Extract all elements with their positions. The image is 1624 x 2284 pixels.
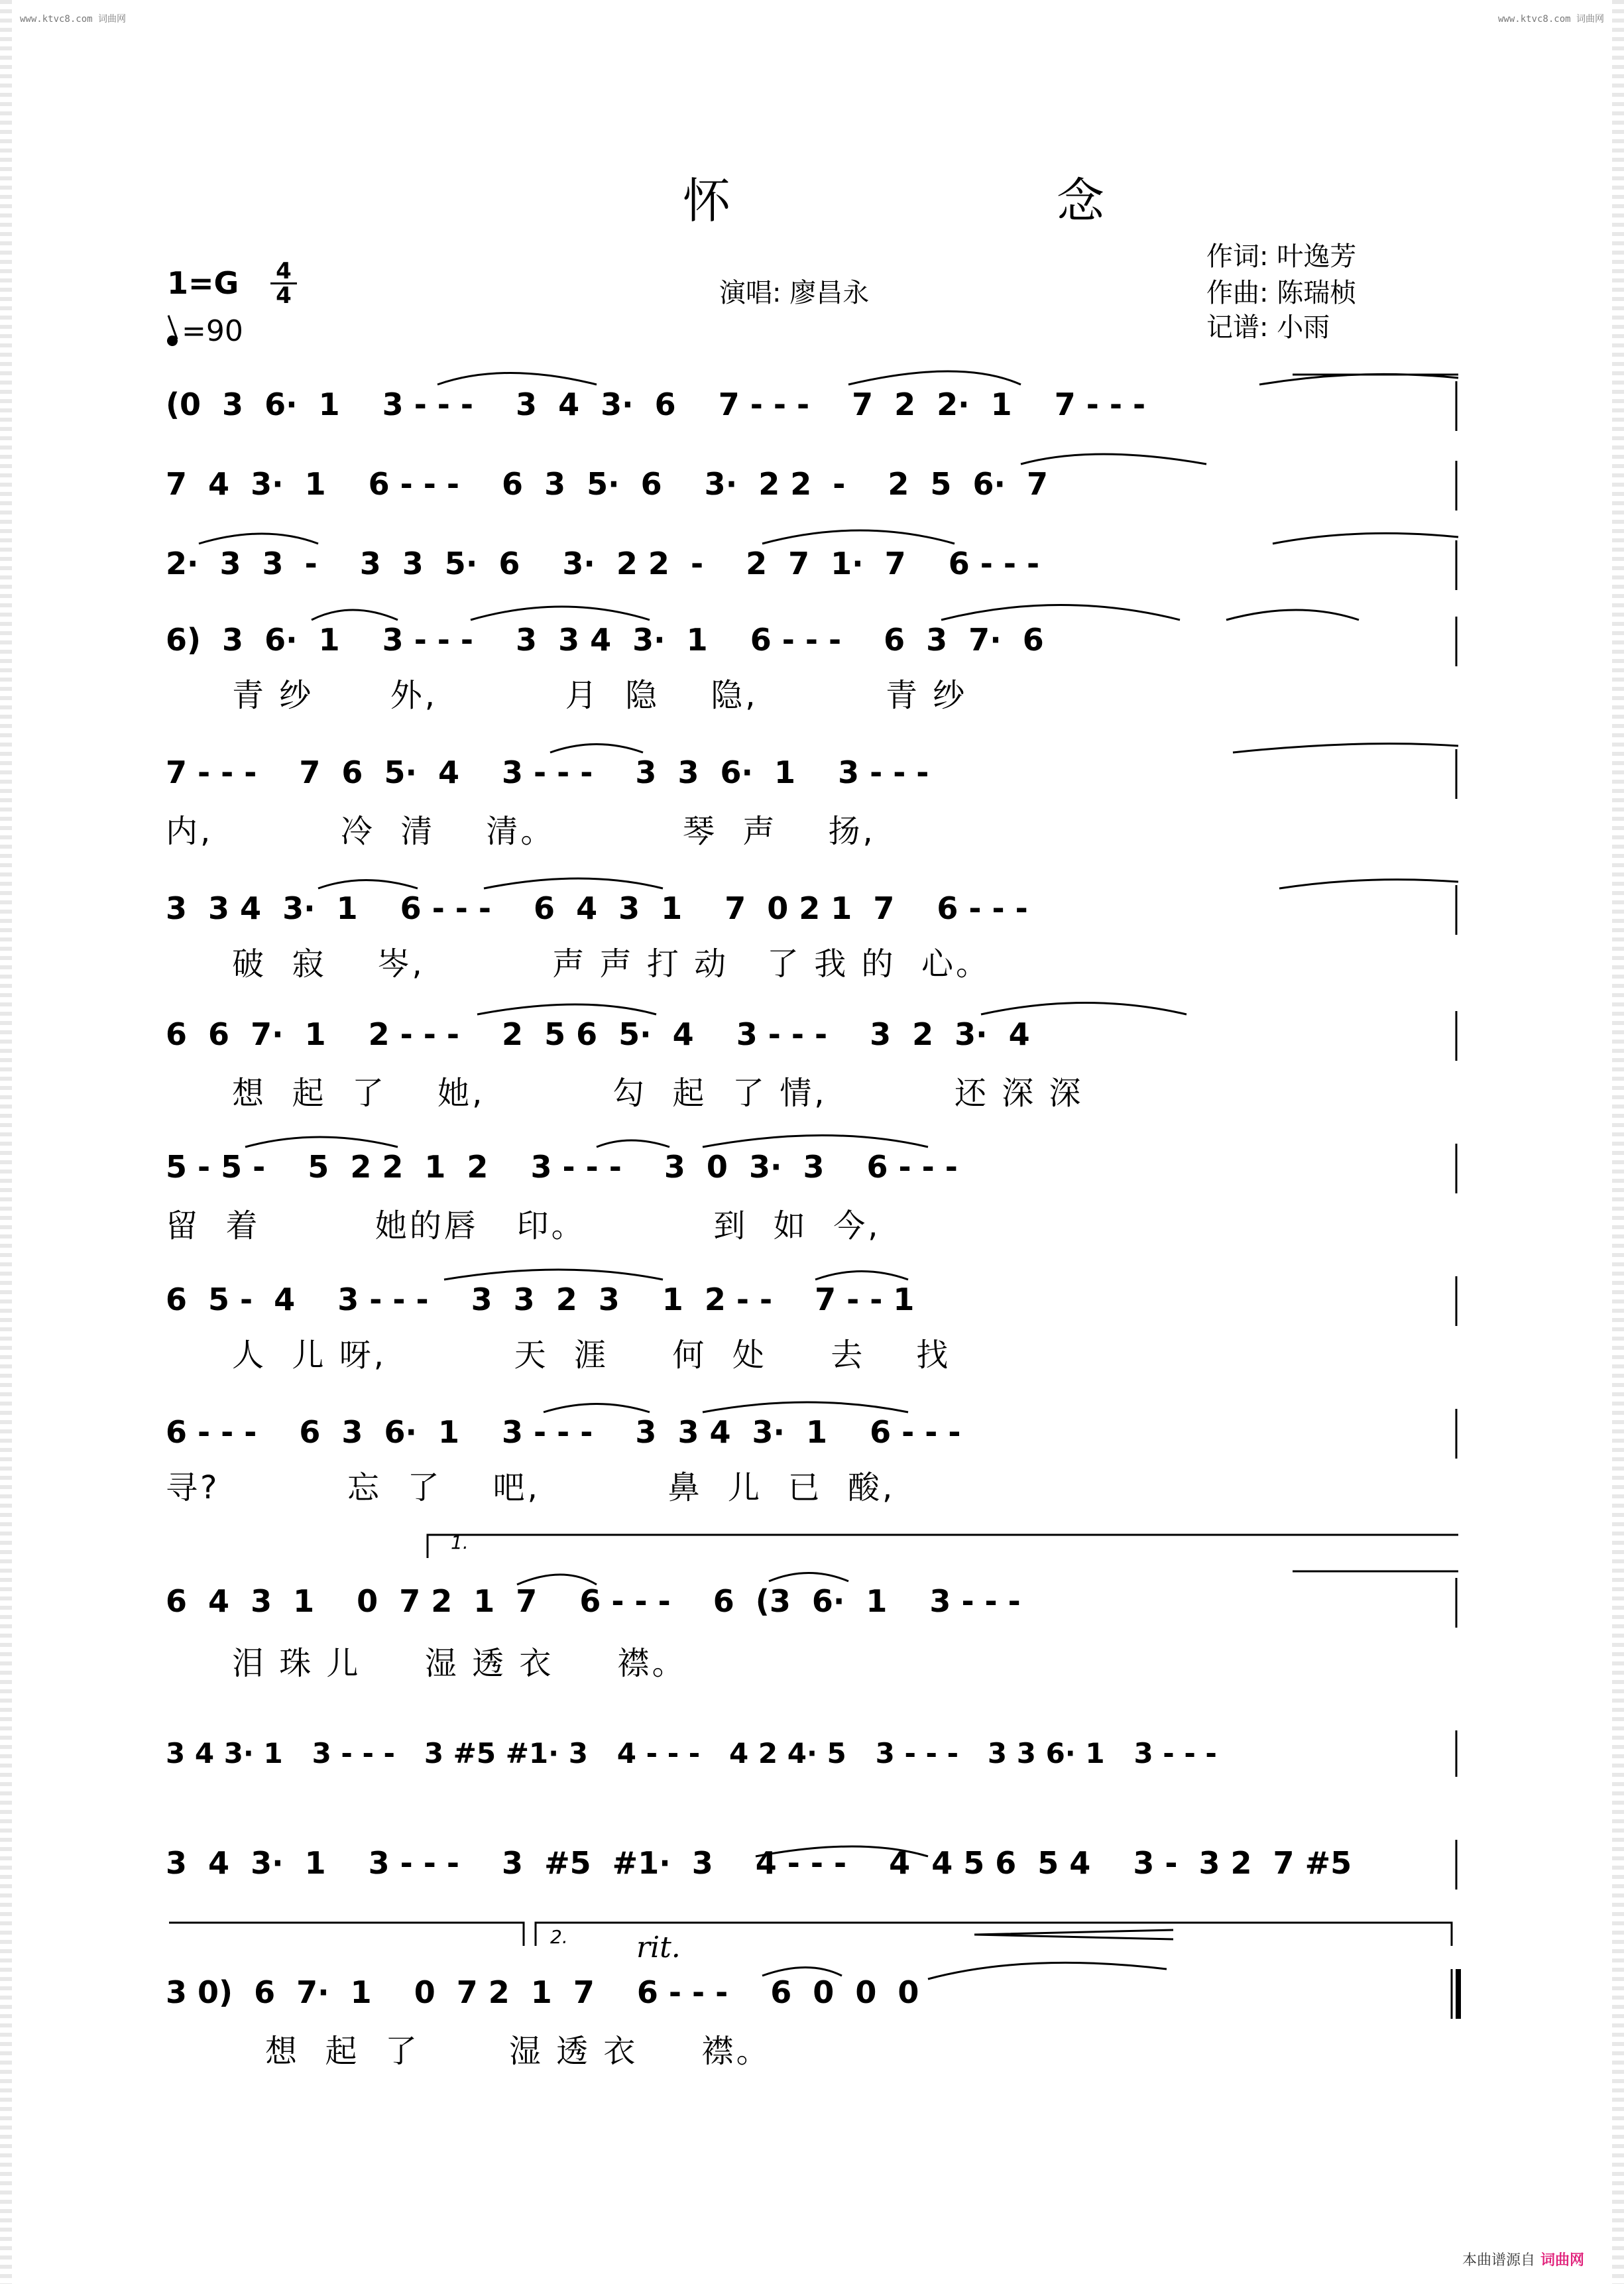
notation-row-7: 6 6 7· 1 2 - - - 2 5 6 5· 4 3 - - - 3 2 3· 4 [166, 1016, 1030, 1052]
notation-row-4: 6) 3 6· 1 3 - - - 3 3 4 3· 1 6 - - - 6 3 7· 6 [166, 622, 1044, 658]
notation-row-11: 6 4 3 1 0 7 2 1 7 6 - - - 6 (3 6· 1 3 - - - [166, 1583, 1021, 1619]
composer: 作曲: 陈瑞桢 [1206, 278, 1357, 308]
time-signature [270, 260, 297, 307]
tempo-marking [167, 314, 243, 348]
lyrics-row-10: 寻? 忘 了 吧, 鼻 儿 已 酸, [166, 1469, 896, 1506]
notation-row-9: 6 5 - 4 3 - - - 3 3 2 3 1 2 - - 7 - - 1 [166, 1282, 915, 1317]
time-signature-bottom: 4 [276, 282, 292, 309]
lyrics-row-9: 人 儿 呀, 天 涯 何 处 去 找 [232, 1337, 951, 1374]
notation-row-2: 7 4 3· 1 6 - - - 6 3 5· 6 3· 2 2 - 2 5 6· 7 [166, 466, 1048, 502]
watermark-top-right: www.ktvc8.com 词曲网 [1497, 14, 1604, 25]
singer: 演唱: 廖昌永 [719, 278, 870, 308]
quarter-note-icon [166, 334, 180, 348]
watermark-top-left: www.ktvc8.com 词曲网 [20, 14, 127, 25]
time-signature-top: 4 [270, 260, 297, 284]
footer-credit [1462, 2249, 1584, 2269]
key-signature: 1=G [167, 265, 239, 301]
notation-row-14: 3 0) 6 7· 1 0 7 2 1 7 6 - - - 6 0 0 0 [166, 1974, 919, 2010]
lyrics-row-8: 留 着 她的唇 印。 到 如 今, [166, 1207, 881, 1244]
left-border-pattern [0, 0, 12, 2284]
notation-row-5: 7 - - - 7 6 5· 4 3 - - - 3 3 6· 1 3 - - - [166, 754, 929, 790]
footer-source: 本曲谱源自 [1462, 2252, 1535, 2269]
notation-row-12: 3 4 3· 1 3 - - - 3 #5 #1· 3 4 - - - 4 2 4· 5 3 - - - 3 3 6· 1 3 - - - [166, 1737, 1217, 1770]
footer-brand[interactable]: 词曲网 [1540, 2252, 1584, 2269]
volta-1-label: 1. [451, 1532, 469, 1553]
lyrics-row-7: 想 起 了 她, 勾 起 了 情, 还 深 深 [232, 1075, 1084, 1112]
ritardando-marking: rit. [636, 1931, 681, 1964]
transcriber: 记谱: 小雨 [1206, 312, 1330, 343]
volta-2-label: 2. [550, 1926, 568, 1948]
song-title: 怀 念 [683, 173, 1244, 229]
notation-row-3: 2· 3 3 - 3 3 5· 6 3· 2 2 - 2 7 1· 7 6 - - - [166, 546, 1040, 581]
notation-row-13: 3 4 3· 1 3 - - - 3 #5 #1· 3 4 - - - 4 4 5 6 5 4 3 - 3 2 7 #5 [166, 1845, 1352, 1881]
lyricist: 作词: 叶逸芳 [1206, 241, 1357, 272]
tempo-value: =90 [182, 314, 243, 348]
lyrics-row-4: 青 纱 外, 月 隐 隐, 青 纱 [232, 677, 968, 714]
lyrics-row-14: 想 起 了 湿 透 衣 襟。 [265, 2033, 771, 2070]
lyrics-row-5: 内, 冷 清 清。 琴 声 扬, [166, 813, 876, 850]
lyrics-row-6: 破 寂 岑, 声 声 打 动 了 我 的 心。 [232, 945, 990, 983]
notation-row-6: 3 3 4 3· 1 6 - - - 6 4 3 1 7 0 2 1 7 6 - - - [166, 890, 1028, 926]
notation-row-8: 5 - 5 - 5 2 2 1 2 3 - - - 3 0 3· 3 6 - - - [166, 1149, 958, 1185]
notation-row-1: (0 3 6· 1 3 - - - 3 4 3· 6 7 - - - 7 2 2· 1 7 - - - [166, 387, 1146, 422]
right-border-pattern [1612, 0, 1624, 2284]
lyrics-row-11: 泪 珠 儿 湿 透 衣 襟。 [232, 1645, 687, 1682]
notation-row-10: 6 - - - 6 3 6· 1 3 - - - 3 3 4 3· 1 6 - - - [166, 1414, 961, 1450]
